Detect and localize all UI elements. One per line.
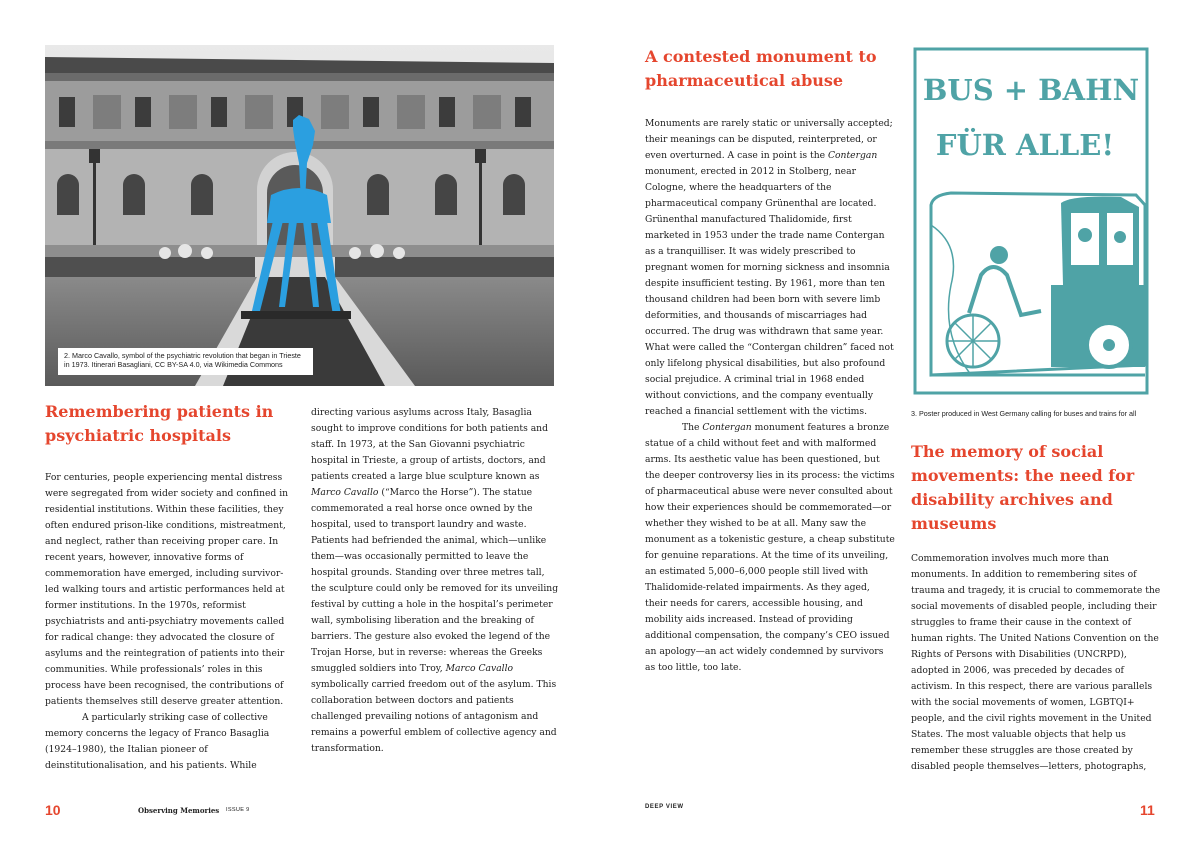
section-heading-social-movements: The memory of social movements: the need for disability archives and museums bbox=[911, 442, 1135, 533]
section-heading-psychiatric-hospitals: Remembering patients in psychiatric hospitals bbox=[45, 402, 274, 445]
paragraph: directing various asylums across Italy, Basaglia sought to improve conditions for both patients and staff. In 1973, at the San Giovanni psychiatric hospital in Trieste, a group of artists, doctors, and patients created a large blue sculpture known as Marco Cavallo (“Marco the Horse”). The statue commemorated a real horse once owned by the hospital, used to transport laundry and waste. Patients had befriended the animal, which—unlike them—was occasionally permitted to leave the hospital grounds. Standing over three metres tall, the sculpture could only be removed for its unveiling festival by cutting a hole in the hospital’s perimeter wall, symbolising liberation and the breaking of barriers. The gesture also evoked the legend of the Trojan Horse, but in reverse: whereas the Greeks smuggled soldiers into Troy, Marco Cavallo symbolically carried freedom out of the asylum. This collaboration between doctors and patients challenged prevailing notions of antagonism and remains a powerful emblem of collective agency and transformation. bbox=[311, 407, 559, 754]
poster-line-1: BUS + BAHN bbox=[922, 73, 1140, 107]
section-heading-contested-monument: A contested monument to pharmaceutical abuse bbox=[645, 47, 877, 90]
page-number-left: 10 bbox=[45, 802, 61, 818]
figure-3-caption: 3. Poster produced in West Germany calling for buses and trains for all bbox=[911, 409, 1137, 418]
emphasis-contergan: Contergan bbox=[827, 150, 878, 161]
text-column-1 bbox=[45, 470, 295, 774]
paragraph: Monuments are rarely static or universally accepted; their meanings can be disputed, reinterpreted, or even overturned. A case in point is the Contergan monument, erected in 2012 in Stolberg, near Cologne, where the headquarters of the pharmaceutical company Grünenthal are located. Grünenthal manufactured Thalidomide, first marketed in 1953 under the trade name Contergan as a tranquilliser. It was widely prescribed to pregnant women for morning sickness and insomnia despite insufficient testing. By 1961, more than ten thousand children had been born with severe limb deformities, and thousands of miscarriages had occurred. The drug was withdrawn that same year. What were called the “Contergan children” faced not only lifelong physical disabilities, but also profound social prejudice. A criminal trial in 1968 ended without convictions, and the company eventually reached a financial settlement with the victims. bbox=[645, 118, 894, 417]
emphasis-marco-cavallo: Marco Cavallo bbox=[311, 487, 379, 498]
text-column-4 bbox=[911, 551, 1161, 775]
poster-line-2: FÜR ALLE! bbox=[935, 128, 1115, 162]
emphasis-contergan: Contergan bbox=[702, 422, 752, 433]
figure-2-caption: 2. Marco Cavallo, symbol of the psychiatric revolution that began in Trieste in 1973. Itinerari Basagliani, CC BY-SA 4.0, via Wikimedia Commons bbox=[58, 348, 313, 375]
marco-cavallo-photo bbox=[45, 45, 554, 386]
text-column-3 bbox=[645, 116, 895, 676]
issue-label: ISSUE 9 bbox=[226, 807, 250, 813]
magazine-title: Observing Memories bbox=[138, 806, 220, 815]
paragraph: A particularly striking case of collective memory concerns the legacy of Franco Basaglia (1924–1980), the Italian pioneer of deinstitutionalisation, and his patients. While bbox=[45, 712, 270, 771]
paragraph: Commemoration involves much more than monuments. In addition to remembering sites of trauma and tragedy, it is crucial to commemorate the social movements of disabled people, including their struggles to frame their cause in the context of human rights. The United Nations Convention on the Rights of Persons with Disabilities (UNCRPD), adopted in 2006, was preceded by decades of activism. In this respect, there are various parallels with the social movements of women, LGBTQI+ people, and the civil rights movement in the United States. The most valuable objects that help us remember these struggles are those created by disabled people themselves—letters, photographs, bbox=[911, 553, 1161, 772]
poster-illustration bbox=[911, 45, 1151, 397]
marco-cavallo-illustration bbox=[45, 45, 554, 386]
emphasis-marco-cavallo: Marco Cavallo bbox=[445, 663, 514, 674]
paragraph: For centuries, people experiencing mental distress were segregated from wider society and confined in residential institutions. Within these facilities, they often endured prison-like conditions, mistreatment, and neglect, rather than receiving proper care. In recent years, however, innovative forms of commemoration have emerged, including survivor-led walking tours and artistic performances held at former institutions. In the 1970s, reformist psychiatrists and anti-psychiatry movements called for radical change: they advocated the closure of asylums and the reintegration of patients into their communities. While professionals’ roles in this process have been recognised, the contributions of patients themselves still deserve greater attention. bbox=[45, 472, 289, 707]
text-column-2 bbox=[311, 405, 561, 757]
section-label: DEEP VIEW bbox=[645, 804, 684, 810]
page-number-right: 11 bbox=[1140, 802, 1155, 818]
bus-bahn-poster bbox=[911, 45, 1151, 397]
paragraph: The Contergan monument features a bronze statue of a child without feet and with malformed arms. Its aesthetic value has been questioned, but the deeper controversy lies in its process: the victims of pharmaceutical abuse were never consulted about how their experiences should be commemorated—or whether they wished to be at all. Many saw the monument as a tokenistic gesture, a cheap substitute for genuine reparations. At the time of its unveiling, an estimated 5,000–6,000 people still lived with Thalidomide-related impairments. As they aged, their needs for carers, accessible housing, and mobility aids increased. Instead of providing additional compensation, the company’s CEO issued an apology—an act widely condemned by survivors as too little, too late. bbox=[645, 422, 895, 673]
